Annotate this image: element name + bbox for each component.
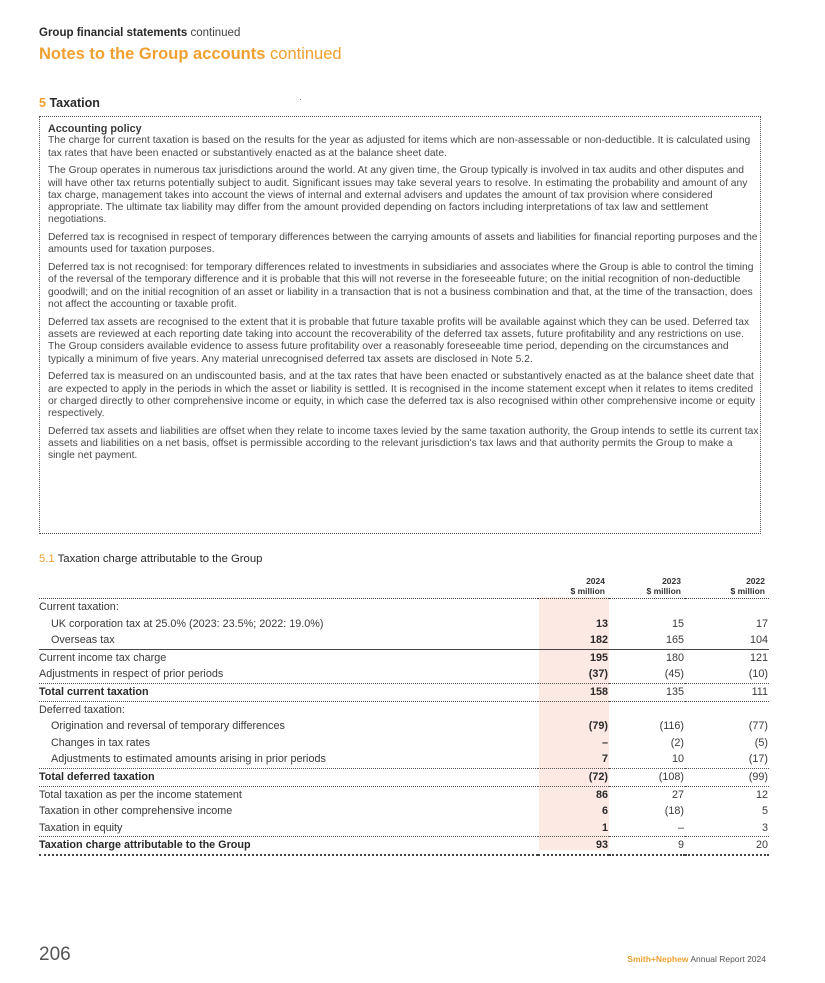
section-title: Taxation [49, 96, 100, 110]
row-label: Current income tax charge [39, 651, 167, 664]
value-2024 [538, 701, 609, 718]
value-2023: (2) [670, 736, 684, 749]
row-label: Current taxation: [39, 601, 119, 613]
value-2022: 5 [761, 805, 768, 818]
value-2022 [685, 599, 769, 616]
value-2024: (37) [538, 666, 609, 683]
table-row [39, 751, 769, 768]
table-row [39, 735, 769, 752]
value-2023: 10 [609, 751, 685, 768]
policy-paragraph: Deferred tax is measured on an undiscounted basis, and at the tax rates that have been enacted or substantively enacted as at the balance sheet date that are expected to apply in the periods in which the asset or liability is settled. It is recognised in the income statement except when it relates to items credited or charged directly to other comprehensive income or equity, in which case the deferred tax is also recognised within other comprehensive income or equity respectively. [48, 371, 756, 420]
value-2024: 6 [601, 805, 608, 818]
value-2022 [685, 701, 769, 718]
subsection-number: 5.1 [39, 553, 55, 565]
policy-paragraph: Deferred tax assets are recognised to the extent that it is probable that future taxable profits will be available against which they can be used. Deferred tax assets are reviewed at each reporting date taking into account the recoverability of the deferred tax assets, future profitability and any restrictions on use. The Group considers available evidence to assess future profitability over a reasonably foreseeable time period, depending on the circumstances and typically a minimum of five years. Any material unrecognised deferred tax assets are disclosed in Note 5.2. [48, 316, 750, 365]
value-2024: 13 [595, 617, 608, 630]
row-label: UK corporation tax at 25.0% (2023: 23.5%; 2022: 19.0%) [51, 617, 324, 630]
policy-paragraph: Deferred tax assets and liabilities are offset when they relate to income taxes levied by the same taxation authority, the Group intends to settle its current tax assets and liabilities on a net basis, offset is permissible according to the relevant jurisdiction's tax laws and that authority permits the Group to make a single net payment. [48, 425, 759, 462]
table-row [39, 632, 769, 649]
value-2022: 121 [749, 651, 768, 664]
value-2022: 17 [755, 617, 768, 630]
table-row [39, 599, 769, 616]
subsection-heading [39, 553, 262, 565]
subsection-title: Taxation charge attributable to the Group [57, 553, 263, 565]
value-2023: (116) [659, 720, 684, 733]
value-2024: 7 [538, 751, 609, 768]
value-2024: 1 [538, 820, 609, 837]
report-title: Annual Report 2024 [690, 954, 766, 964]
value-2024: 93 [538, 837, 609, 855]
accounting-policy-box [39, 116, 761, 534]
column-unit: $ million [730, 586, 765, 596]
value-2024: (72) [538, 768, 609, 786]
policy-paragraph: Deferred tax is recognised in respect of temporary differences between the carrying amounts of assets and liabilities for financial reporting purposes and the amounts used for taxation purposes. [48, 232, 758, 256]
value-2024: 158 [538, 683, 609, 701]
policy-paragraph: The Group operates in numerous tax jurisdictions around the world. At any given time, the Group typically is involved in tax audits and other disputes and will have other tax returns potentially subject to audit. Significant issues may take several years to resolve. In estimating the probability and amount of any tax charge, management takes into account the views of internal and external advisers and updates the amount of tax provision where considered appropriate. The ultimate tax liability may differ from the amount provided depending on factors including interpretations of tax law and settlement negotiations. [48, 165, 748, 226]
row-label: Overseas tax [39, 632, 538, 649]
column-year: 2022 [746, 576, 765, 586]
table-row [39, 649, 769, 666]
stray-dot [300, 99, 301, 100]
column-year: 2024 [586, 576, 605, 586]
page [39, 0, 769, 983]
value-2022: 20 [685, 837, 769, 855]
value-2024: 195 [589, 651, 608, 664]
table-row [39, 786, 769, 803]
value-2023: 15 [671, 617, 684, 630]
row-label: Adjustments to estimated amounts arising in prior periods [39, 751, 538, 768]
table-row-grand-total [39, 837, 769, 855]
value-2023: 180 [665, 651, 684, 664]
column-header-2024 [538, 574, 609, 599]
section-heading [39, 96, 100, 110]
row-label: Taxation in other comprehensive income [39, 805, 233, 818]
taxation-table [39, 574, 769, 856]
value-2024: 182 [538, 632, 609, 649]
row-label: Adjustments in respect of prior periods [39, 666, 538, 683]
value-2022: (17) [685, 751, 769, 768]
row-label: Changes in tax rates [51, 736, 151, 749]
value-2022: (5) [754, 736, 768, 749]
value-2022: (99) [685, 768, 769, 786]
value-2023: (108) [609, 768, 685, 786]
page-title [39, 45, 342, 64]
page-title-continued: continued [270, 45, 342, 63]
table-header-row [39, 574, 769, 599]
value-2024: 86 [595, 788, 608, 801]
row-label: Origination and reversal of temporary differences [51, 720, 285, 733]
value-2023 [609, 599, 685, 616]
policy-heading: Accounting policy [48, 123, 142, 135]
page-number: 206 [39, 944, 71, 965]
column-header-2022 [685, 574, 769, 599]
footer-report-name [627, 954, 766, 964]
row-label: Taxation charge attributable to the Group [39, 837, 538, 855]
value-2022: 104 [685, 632, 769, 649]
row-label: Total taxation as per the income statement [39, 788, 242, 801]
value-2023: 165 [609, 632, 685, 649]
page-title-main: Notes to the Group accounts [39, 45, 266, 63]
table-row [39, 616, 769, 633]
value-2023: 135 [609, 683, 685, 701]
column-unit: $ million [646, 586, 681, 596]
table-row [39, 820, 769, 837]
column-unit: $ million [570, 586, 605, 596]
value-2024: (79) [588, 720, 608, 733]
column-year: 2023 [662, 576, 681, 586]
policy-paragraph: Deferred tax is not recognised: for temporary differences related to investments in subsidiaries and associates where the Group is able to control the timing of the reversal of the temporary difference and it is probable that this will not reverse in the foreseeable future; on the initial recognition of non-deductible goodwill; and on the initial recognition of an asset or liability in a transaction that is not a business combination and that, at the time of the transaction, does not affect the accounting or taxable profit. [48, 262, 754, 311]
kicker-title: Group financial statements [39, 27, 188, 39]
row-label: Total deferred taxation [39, 768, 538, 786]
policy-paragraph: The charge for current taxation is based on the results for the year as adjusted for items which are non-assessable or non-deductible. It is calculated using tax rates that have been enacted or substantively enacted as at the balance sheet date. [48, 135, 751, 159]
table-row [39, 701, 769, 718]
value-2022: (10) [685, 666, 769, 683]
table-row [39, 718, 769, 735]
value-2023: (45) [609, 666, 685, 683]
value-2023: – [609, 820, 685, 837]
row-label: Deferred taxation: [39, 703, 125, 716]
value-2022: 12 [755, 788, 768, 801]
section-number: 5 [39, 96, 46, 110]
value-2023: 27 [671, 788, 684, 801]
kicker-continued: continued [190, 27, 241, 39]
value-2023 [609, 701, 685, 718]
value-2024 [538, 599, 609, 616]
value-2022: (77) [748, 720, 768, 733]
brand-name: Smith+Nephew [627, 954, 689, 964]
value-2023: 9 [609, 837, 685, 855]
table-row [39, 803, 769, 820]
row-label: Total current taxation [39, 683, 538, 701]
section-kicker [39, 27, 240, 39]
value-2022: 3 [685, 820, 769, 837]
table-row [39, 666, 769, 683]
row-label: Taxation in equity [39, 820, 538, 837]
value-2024: – [601, 736, 608, 749]
value-2023: (18) [664, 805, 684, 818]
value-2022: 111 [685, 683, 769, 701]
table-row-total [39, 768, 769, 786]
column-header-2023 [609, 574, 685, 599]
header-label-cell [39, 574, 538, 599]
table-row-total [39, 683, 769, 701]
